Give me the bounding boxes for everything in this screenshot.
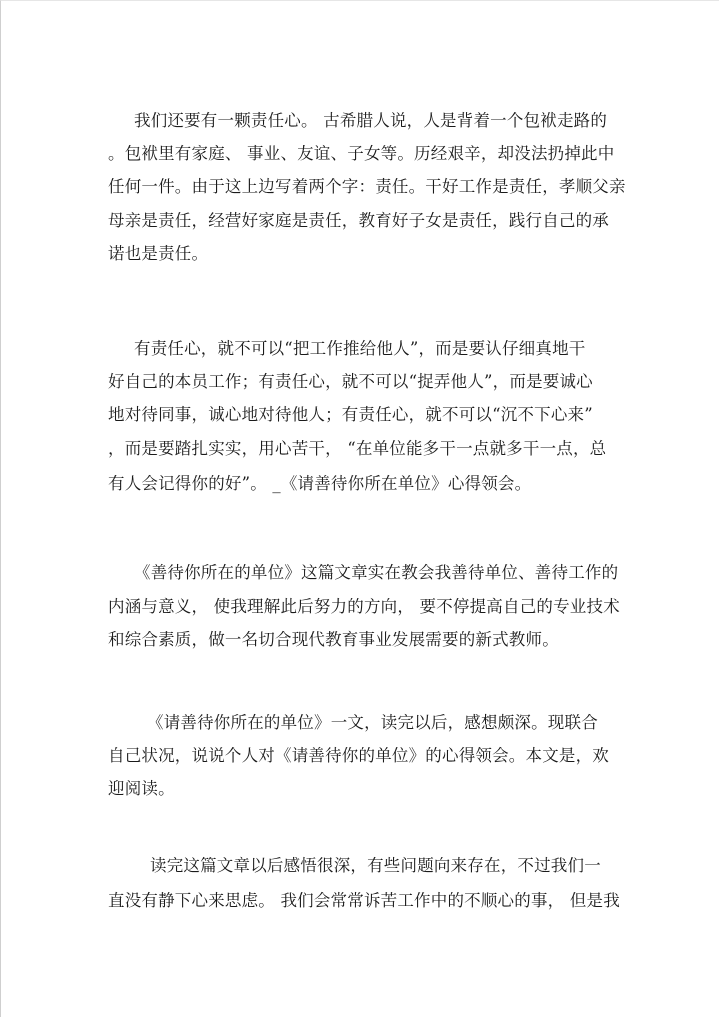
paragraph-2-line-4: ，而是要踏扎实实，用心苦干， “在单位能多干一点就多干一点，总	[108, 439, 607, 458]
paragraph-5-line-1: 读完这篇文章以后感悟很深，有些问题向来存在，不过我们一	[150, 856, 601, 875]
paragraph-4-line-3: 迎阅读。	[108, 779, 175, 798]
paragraph-3-line-2: 内涵与意义， 使我理解此后努力的方向， 要不停提高自己的专业技术	[108, 597, 620, 616]
paragraph-4-line-2: 自己状况，说说个人对《请善待你的单位》的心得领会。本文是，欢	[108, 746, 609, 765]
paragraph-2-line-5: 有人会记得你的好”。 _《请善待你所在单位》心得领会。	[108, 474, 532, 493]
paragraph-3-line-3: 和综合素质，做一名切合现代教育事业发展需要的新式教师。	[108, 630, 559, 649]
paragraph-4-line-1: 《请善待你所在的单位》一文，读完以后，感想颇深。现联合	[147, 713, 598, 732]
paragraph-2-line-2: 好自己的本员工作；有责任心，就不可以“捉弄他人”，而是要诚心	[108, 372, 593, 391]
paragraph-2-line-3: 地对待同事，诚心地对待他人；有责任心，就不可以“沉不下心来”	[108, 405, 593, 424]
paragraph-1-line-3: 任何一件。由于这上边写着两个字：责任。干好工作是责任，孝顺父亲	[108, 177, 626, 196]
paragraph-1-line-4: 母亲是责任，经营好家庭是责任，教育好子女是责任，践行自己的承	[108, 211, 609, 230]
paragraph-2-line-1: 有责任心，就不可以“把工作推给他人”，而是要认仔细真地干	[134, 339, 586, 358]
paragraph-5-line-2: 直没有静下心来思虑。 我们会常常诉苦工作中的不顺心的事， 但是我	[108, 891, 620, 910]
paragraph-3-line-1: 《善待你所在的单位》这篇文章实在教会我善待单位、善待工作的	[134, 563, 619, 582]
paragraph-1-line-2: 。包袱里有家庭、 事业、友谊、子女等。历经艰辛，却没法扔掉此中	[108, 144, 615, 163]
paragraph-1-line-5: 诺也是责任。	[108, 244, 209, 263]
paragraph-1-line-1: 我们还要有一颗责任心。 古希腊人说，人是背着一个包袱走路的	[134, 111, 608, 130]
